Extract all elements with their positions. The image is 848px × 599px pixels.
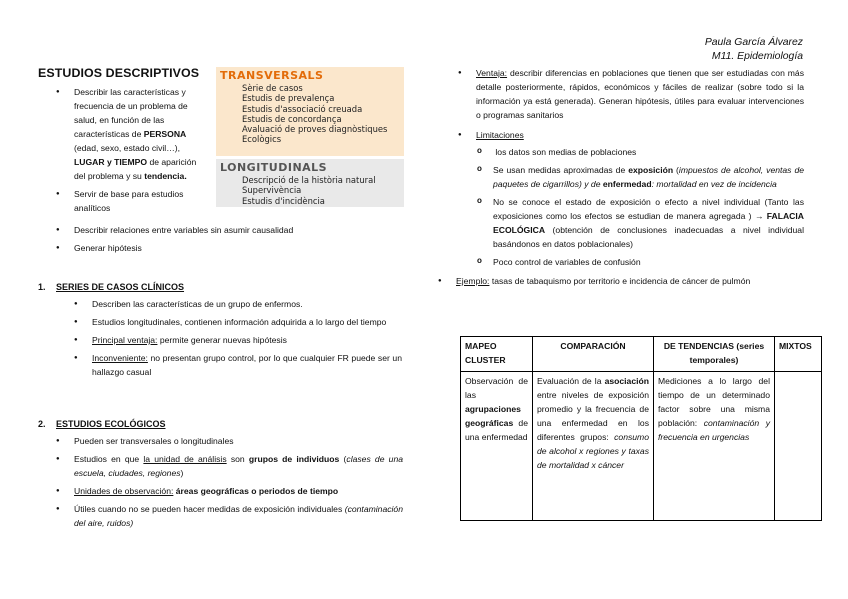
table-header-row bbox=[461, 337, 822, 372]
table-header-cell: DE TENDENCIAS (series temporales) bbox=[654, 337, 775, 372]
section-1-list bbox=[92, 297, 402, 379]
transversal-items bbox=[242, 83, 387, 145]
intro-list bbox=[74, 85, 206, 215]
section-2-number: 2. bbox=[38, 419, 46, 429]
longitudinal-items bbox=[242, 175, 376, 206]
transversal-item: Sèrie de casos bbox=[242, 83, 303, 93]
ejemplo-list bbox=[456, 274, 816, 288]
author-header bbox=[705, 36, 803, 64]
table-header-cell: MAPEO CLUSTER bbox=[461, 337, 533, 372]
section-1-bullet-1: ● Describen las características de un grupo de enfermos. bbox=[92, 297, 402, 311]
section-2-bullet-1: ● Pueden ser transversales o longitudinales bbox=[74, 434, 403, 448]
author-name: Paula García Álvarez bbox=[704, 37, 803, 48]
table-cell-mapeo: Observación de las agrupaciones geográficas de una enfermedad bbox=[461, 372, 533, 521]
limitaciones-list bbox=[493, 145, 804, 269]
ejemplo-bullet: ● Ejemplo: tasas de tabaquismo por territorio e incidencia de cáncer de pulmón bbox=[456, 274, 816, 288]
intro-bullet-4: ● Generar hipótesis bbox=[74, 241, 434, 255]
table-header-cell: MIXTOS bbox=[775, 337, 822, 372]
longitudinal-item: Descripció de la història natural bbox=[242, 175, 376, 185]
intro-bullet-3: ● Describir relaciones entre variables sin asumir causalidad bbox=[74, 223, 434, 237]
intro-list-2 bbox=[74, 223, 434, 255]
table-cell-comparacion: Evaluación de la asociación entre niveles de exposición promedio y la frecuencia de una enfermedad en los diferentes grupos: consumo de alcohol x regiones y taxas de mortalidad x cáncer bbox=[533, 372, 654, 521]
transversal-heading: TRANSVERSALS bbox=[220, 69, 324, 82]
longitudinal-item: Supervivència bbox=[242, 185, 302, 196]
limitacion-1: o los datos son medias de poblaciones bbox=[493, 145, 804, 159]
intro-bullet-2: ● Servir de base para estudios analíticos bbox=[74, 187, 206, 215]
transversal-box bbox=[216, 67, 404, 156]
longitudinal-box bbox=[216, 159, 404, 207]
section-1-bullet-4: ● Inconveniente: no presentan grupo control, por lo que cualquier FR puede ser un hallazgo casual bbox=[92, 351, 402, 379]
section-1-bullet-2: ● Estudios longitudinales, contienen información adquirida a lo largo del tiempo bbox=[92, 315, 402, 329]
limitacion-2: o Se usan medidas aproximadas de exposición (impuestos de alcohol, ventas de paquetes de cigarrillos) y de enfermedad: mortalidad en vez de incidencia bbox=[493, 163, 804, 191]
longitudinal-item: Estudis d'incidència bbox=[242, 195, 325, 206]
transversal-item: Estudis de prevalença bbox=[242, 93, 335, 104]
section-2-bullet-3: ● Unidades de observación: áreas geográficas o periodos de tiempo bbox=[74, 484, 403, 498]
table-header-cell: COMPARACIÓN bbox=[533, 337, 654, 372]
table-cell-tendencias: Mediciones a lo largo del tiempo de un determinado factor sobre una misma población: contaminación y frecuencia en urgencias bbox=[654, 372, 775, 521]
section-1-number: 1. bbox=[38, 282, 46, 292]
transversal-item: Avaluació de proves diagnòstiques bbox=[242, 124, 388, 135]
limitaciones-bullet: ● Limitaciones bbox=[476, 128, 804, 142]
section-2-list bbox=[74, 434, 403, 530]
transversal-item: Estudis de concordança bbox=[242, 113, 342, 124]
section-2-bullet-4: ● Útiles cuando no se pueden hacer medidas de exposición individuales (contaminación del aire, ruidos) bbox=[74, 502, 403, 530]
transversal-item: Ecològics bbox=[242, 134, 282, 145]
section-2-bullet-2: ● Estudios en que la unidad de análisis son grupos de individuos (clases de una escuela, ciudades, regiones) bbox=[74, 452, 403, 480]
ventaja-bullet: ● Ventaja: describir diferencias en poblaciones que tienen que ser estudiadas con más detalle posteriormente, rápidos, económicos y fáciles de realizar (sobre todo si la información ya está generada). Generan hipótesis, útiles para evaluar intervenciones o programas sanitarios bbox=[476, 66, 804, 122]
section-1-bullet-3: ● Principal ventaja: permite generar nuevas hipótesis bbox=[92, 333, 402, 347]
page-title: ESTUDIOS DESCRIPTIVOS bbox=[38, 66, 200, 80]
limitacion-3: o No se conoce el estado de exposición o efecto a nivel individual (Tanto las exposiciones como los efectos se estudian de manera agregada ) → FALACIA ECOLÓGICA (obtención de conclusiones inadecuadas a nivel individual basándonos en datos poblacionales) bbox=[493, 195, 804, 251]
right-list bbox=[476, 66, 804, 142]
course-name: M11. Epidemiología bbox=[711, 51, 803, 62]
table-cell-mixtos bbox=[775, 372, 822, 521]
transversal-item: Estudis d'associació creuada bbox=[242, 103, 363, 114]
ecological-types-table bbox=[460, 336, 822, 521]
section-1-title: SERIES DE CASOS CLÍNICOS bbox=[56, 282, 185, 292]
limitacion-4: o Poco control de variables de confusión bbox=[493, 255, 804, 269]
table-row bbox=[461, 372, 822, 521]
longitudinal-heading: LONGITUDINALS bbox=[220, 161, 328, 174]
intro-bullet-1: ● Describir las características y frecuencia de un problema de salud, en función de las características de PERSONA (edad, sexo, estado civil…), LUGAR y TIEMPO de aparición del problema y su tendencia. bbox=[74, 85, 206, 183]
section-2-title: ESTUDIOS ECOLÓGICOS bbox=[56, 419, 166, 429]
